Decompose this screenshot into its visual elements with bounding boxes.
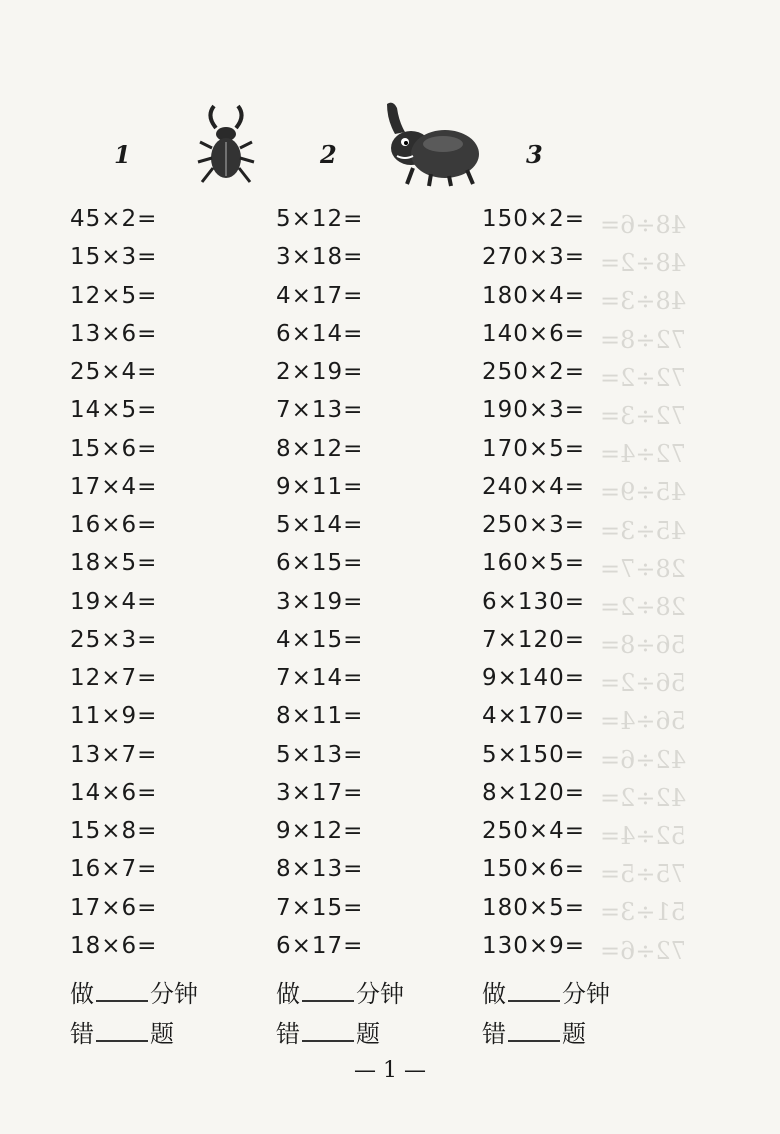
problem-item: 14×6= — [70, 779, 158, 806]
error-field-1 — [70, 1014, 174, 1049]
problem-item: 12×7= — [70, 665, 158, 691]
problem-item: 3×17= — [276, 779, 364, 806]
wrong-label: 错 — [70, 1020, 94, 1048]
problem-item: 8×12= — [276, 435, 364, 462]
problem-item: 4×15= — [276, 626, 364, 653]
questions-label: 题 — [562, 1020, 586, 1048]
problem-item: 7×15= — [276, 894, 364, 921]
time-field-1 — [70, 974, 198, 1009]
questions-label: 题 — [356, 1020, 380, 1048]
problem-item: 2×19= — [276, 359, 364, 385]
problem-item: 5×150= — [482, 741, 586, 768]
wrong-label: 错 — [276, 1020, 300, 1048]
problem-item: 180×4= — [482, 282, 586, 309]
problem-item: 250×2= — [482, 359, 586, 385]
problem-item: 9×12= — [276, 818, 364, 844]
time-field-3 — [482, 974, 610, 1009]
error-field-3 — [482, 1014, 586, 1049]
error-field-2 — [276, 1014, 380, 1049]
problem-item: 8×11= — [276, 703, 364, 730]
problem-item: 180×5= — [482, 894, 586, 921]
problem-item: 270×3= — [482, 244, 586, 271]
do-label: 做 — [70, 980, 94, 1008]
problem-item: 6×14= — [276, 320, 364, 347]
page-number: — 1 — — [354, 1058, 426, 1083]
problem-item: 150×2= — [482, 206, 586, 232]
problem-item: 170×5= — [482, 435, 586, 462]
problem-item: 14×5= — [70, 397, 158, 424]
errors-blank[interactable] — [508, 1018, 560, 1042]
problem-item: 15×8= — [70, 818, 158, 844]
problem-item: 12×5= — [70, 282, 158, 309]
problem-item: 15×3= — [70, 244, 158, 271]
problem-item: 8×120= — [482, 779, 586, 806]
problem-item: 13×6= — [70, 320, 158, 347]
column-number-2: 2 — [320, 140, 337, 169]
minutes-blank[interactable] — [508, 978, 560, 1002]
problem-item: 4×170= — [482, 703, 586, 730]
problem-item: 45×2= — [70, 206, 158, 232]
problem-item: 6×17= — [276, 932, 364, 959]
minutes-label: 分钟 — [150, 980, 198, 1008]
problem-item: 5×14= — [276, 512, 364, 538]
minutes-blank[interactable] — [302, 978, 354, 1002]
problem-item: 18×6= — [70, 932, 158, 959]
problem-item: 4×17= — [276, 282, 364, 309]
problem-item: 7×120= — [482, 626, 586, 653]
problem-item: 7×14= — [276, 665, 364, 691]
do-label: 做 — [276, 980, 300, 1008]
errors-blank[interactable] — [96, 1018, 148, 1042]
minutes-label: 分钟 — [562, 980, 610, 1008]
stag-beetle-icon — [196, 102, 256, 188]
problem-item: 6×15= — [276, 550, 364, 577]
problem-item: 25×4= — [70, 359, 158, 385]
questions-label: 题 — [150, 1020, 174, 1048]
problem-item: 190×3= — [482, 397, 586, 424]
problem-item: 150×6= — [482, 856, 586, 883]
problem-item: 15×6= — [70, 435, 158, 462]
problem-item: 25×3= — [70, 626, 158, 653]
problem-item: 16×6= — [70, 512, 158, 538]
problem-item: 250×3= — [482, 512, 586, 538]
problem-item: 18×5= — [70, 550, 158, 577]
problem-item: 9×140= — [482, 665, 586, 691]
minutes-blank[interactable] — [96, 978, 148, 1002]
rhinoceros-beetle-icon — [383, 98, 483, 188]
problem-item: 16×7= — [70, 856, 158, 883]
column-2 — [276, 200, 363, 965]
problem-item: 13×7= — [70, 741, 158, 768]
problem-item: 240×4= — [482, 473, 586, 500]
column-3 — [482, 200, 585, 965]
problem-item: 6×130= — [482, 588, 586, 615]
problem-item: 130×9= — [482, 932, 586, 959]
column-1 — [70, 200, 157, 965]
problem-item: 19×4= — [70, 588, 158, 615]
time-field-2 — [276, 974, 404, 1009]
errors-blank[interactable] — [302, 1018, 354, 1042]
problem-item: 5×13= — [276, 741, 364, 768]
problem-item: 3×19= — [276, 588, 364, 615]
column-number-1: 1 — [114, 140, 131, 169]
problem-item: 11×9= — [70, 703, 158, 730]
problem-item: 7×13= — [276, 397, 364, 424]
problem-item: 250×4= — [482, 818, 586, 844]
problem-item: 5×12= — [276, 206, 364, 232]
do-label: 做 — [482, 980, 506, 1008]
problem-item: 17×4= — [70, 473, 158, 500]
column-number-3: 3 — [526, 140, 543, 169]
problem-item: 3×18= — [276, 244, 364, 271]
problem-item: 8×13= — [276, 856, 364, 883]
bleed-through-text: 48÷6= 48÷2= 48÷3= 72÷8= 72÷2= 72÷3= 72÷4= 45÷9= 45÷3= 28÷7= 28÷2= 56÷8= 56÷2= 56÷4= 42÷6= 42÷2= 52÷4= 75÷5= 51÷3= 72÷6= — [600, 211, 687, 965]
problem-item: 140×6= — [482, 320, 586, 347]
problem-item: 9×11= — [276, 473, 364, 500]
problem-item: 160×5= — [482, 550, 586, 577]
wrong-label: 错 — [482, 1020, 506, 1048]
minutes-label: 分钟 — [356, 980, 404, 1008]
problem-item: 17×6= — [70, 894, 158, 921]
